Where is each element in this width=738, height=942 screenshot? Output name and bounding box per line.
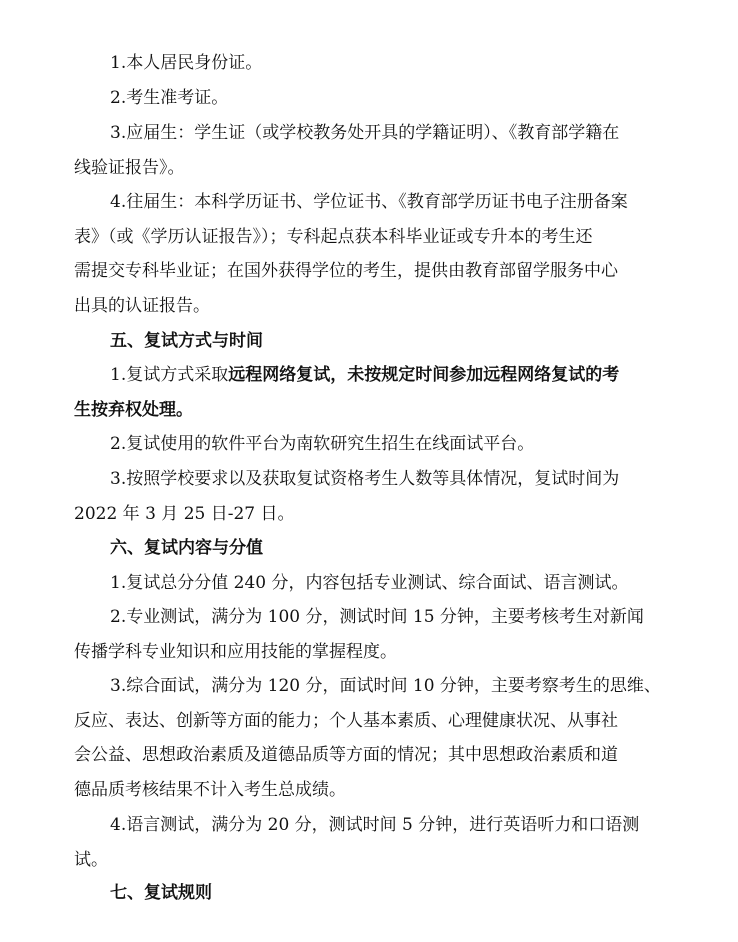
text-line: 4.往届生：本科学历证书、学位证书、《教育部学历证书电子注册备案 [110, 192, 628, 212]
bold-text: 远程网络复试，未按规定时间参加远程网络复试的考 [228, 365, 620, 385]
text-line: 4.语言测试，满分为 20 分，测试时间 5 分钟，进行英语听力和口语测 [110, 815, 640, 835]
text-line: 出具的认证报告。 [74, 295, 210, 316]
text-line: 试。 [74, 849, 108, 870]
text-line: 传播学科专业知识和应用技能的掌握程度。 [74, 641, 397, 662]
section-heading-6: 六、复试内容与分值 [110, 538, 263, 558]
text-line: 2022 年 3 月 25 日-27 日。 [74, 503, 295, 524]
section5-paragraph-3 [74, 462, 664, 531]
text-line: 线验证报告》。 [74, 157, 185, 178]
section6-paragraph-1: 1.复试总分分值 240 分，内容包括专业测试、综合面试、语言测试。 [110, 573, 629, 593]
text-line: 3.应届生：学生证（或学校教务处开具的学籍证明）、《教育部学籍在 [110, 123, 620, 143]
section6-paragraph-4 [74, 808, 664, 877]
text-line: 表》（或《学历认证报告》）；专科起点获本科毕业证或专升本的考生还 [74, 226, 593, 247]
section6-paragraph-2 [74, 600, 664, 669]
text-line: 3.按照学校要求以及获取复试资格考生人数等具体情况，复试时间为 [110, 469, 620, 489]
section-heading-5: 五、复试方式与时间 [110, 331, 263, 351]
text-line: 2.专业测试，满分为 100 分，测试时间 15 分钟，主要考核考生对新闻 [110, 607, 644, 627]
text-line: 德品质考核结果不计入考生总成绩。 [74, 779, 346, 800]
item-past-graduate [74, 185, 664, 323]
item-admission-ticket: 2.考生准考证。 [110, 88, 229, 108]
item-fresh-graduate [74, 116, 664, 185]
text-line: 会公益、思想政治素质及道德品质等方面的情况；其中思想政治素质和道 [74, 745, 618, 766]
text-span: 1.复试方式采取 [110, 365, 229, 385]
section5-paragraph-1 [74, 358, 664, 427]
bold-text: 生按弃权处理。 [74, 399, 193, 420]
text-line: 3.综合面试，满分为 120 分，面试时间 10 分钟，主要考察考生的思维、 [110, 676, 661, 696]
text-line: 需提交专科毕业证；在国外获得学位的考生，提供由教育部留学服务中心 [74, 261, 618, 282]
section6-paragraph-3 [74, 669, 664, 807]
section5-paragraph-2: 2.复试使用的软件平台为南软研究生招生在线面试平台。 [110, 434, 535, 454]
section-heading-7: 七、复试规则 [110, 883, 212, 903]
item-id-card: 1.本人居民身份证。 [110, 53, 263, 73]
text-line: 反应、表达、创新等方面的能力；个人基本素质、心理健康状况、从事社 [74, 710, 618, 731]
